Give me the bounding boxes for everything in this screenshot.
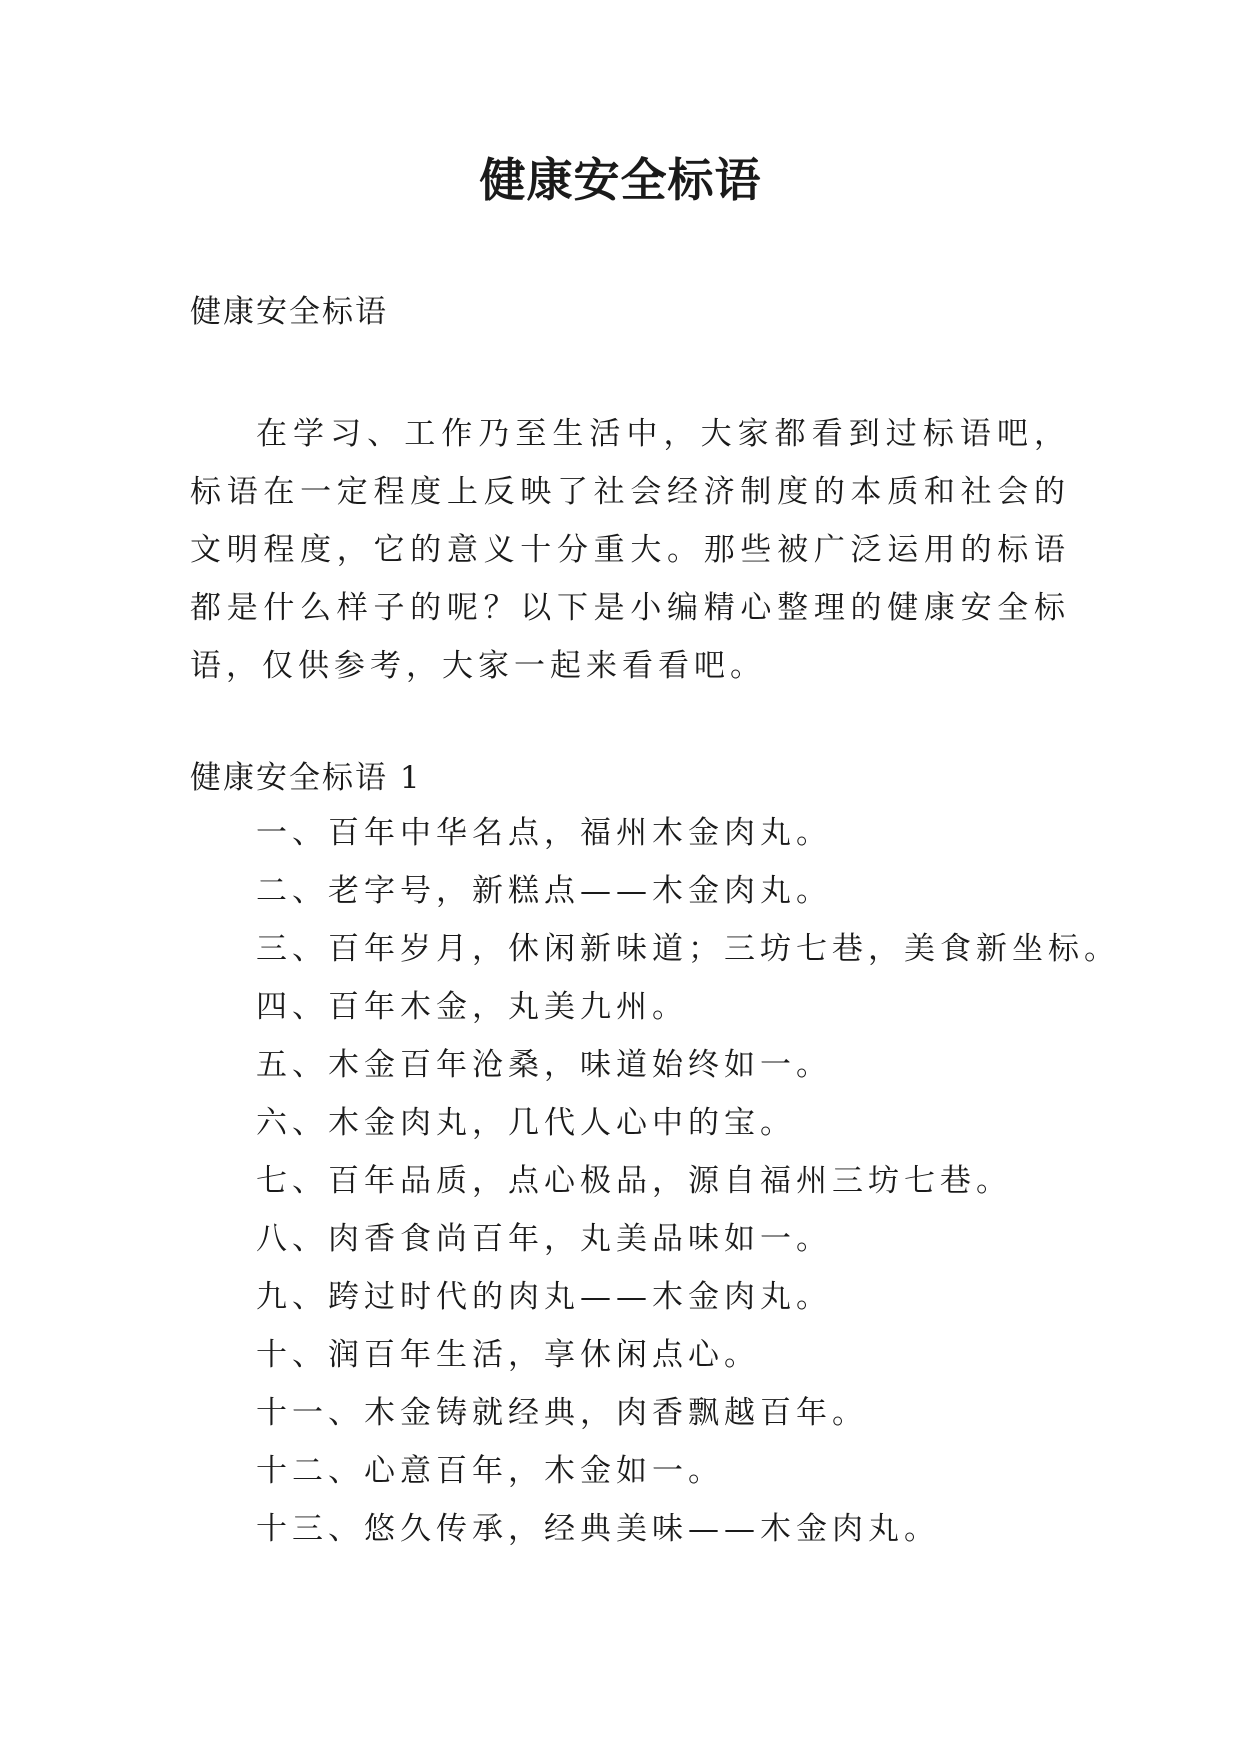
slogan-item: 十二、心意百年，木金如一。 <box>256 1453 724 1489</box>
slogan-item: 一、百年中华名点，福州木金肉丸。 <box>256 815 832 851</box>
slogan-item: 十、润百年生活，享休闲点心。 <box>256 1337 760 1373</box>
slogan-item: 七、百年品质，点心极品，源自福州三坊七巷。 <box>256 1163 1012 1199</box>
slogan-item: 九、跨过时代的肉丸——木金肉丸。 <box>256 1279 832 1315</box>
slogan-item: 十一、木金铸就经典，肉香飘越百年。 <box>256 1395 868 1431</box>
slogan-item: 五、木金百年沧桑，味道始终如一。 <box>256 1047 832 1083</box>
slogan-item: 三、百年岁月，休闲新味道；三坊七巷，美食新坐标。 <box>256 931 1120 967</box>
slogan-item: 十三、悠久传承，经典美味——木金肉丸。 <box>256 1511 940 1547</box>
section-heading: 健康安全标语 1 <box>190 760 422 796</box>
slogan-item: 八、肉香食尚百年，丸美品味如一。 <box>256 1221 832 1257</box>
intro-paragraph: 在学习、工作乃至生活中，大家都看到过标语吧，标语在一定程度上反映了社会经济制度的本质和社会的文明程度，它的意义十分重大。那些被广泛运用的标语都是什么样子的呢？以下是小编精心整理的健康安全标语，仅供参考，大家一起来看看吧。 <box>190 416 1070 684</box>
slogan-list <box>256 804 1120 1558</box>
slogan-item: 六、木金肉丸，几代人心中的宝。 <box>256 1105 796 1141</box>
document-subtitle: 健康安全标语 <box>190 294 388 330</box>
slogan-item: 四、百年木金，丸美九州。 <box>256 989 688 1025</box>
slogan-item: 二、老字号，新糕点——木金肉丸。 <box>256 873 832 909</box>
document-title: 健康安全标语 <box>479 153 762 207</box>
